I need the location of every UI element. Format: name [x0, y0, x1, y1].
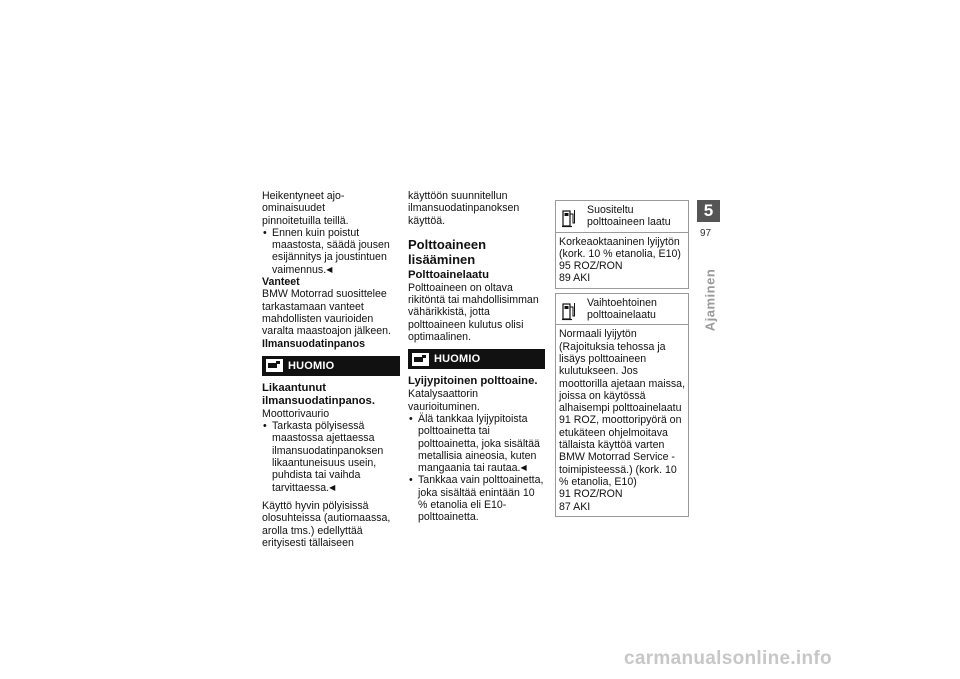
intro-line-2: pinnoitetuilla teillä. — [262, 214, 349, 227]
box-body — [556, 233, 688, 288]
fuel-spec-box-recommended — [555, 200, 689, 289]
leaded-sub: Katalysaattorin vaurioituminen. — [408, 388, 480, 413]
end-marker-icon: ◀ — [520, 463, 527, 473]
box-aki: 89 AKI — [559, 272, 591, 285]
box-aki: 87 AKI — [559, 500, 591, 513]
bullet-filter — [262, 420, 400, 494]
warning-hand-icon — [412, 353, 429, 366]
section-heading: Polttoaineen lisääminen — [408, 236, 487, 267]
bullet-ethanol-text: Tankkaa vain polttoainetta, joka sisältää enintään 10 % etanolia eli E10-polttoainetta. — [418, 474, 544, 524]
continued-text: käyttöön suunnitellun ilmansuodatinpanoksen käyttöä. — [408, 190, 520, 227]
dirty-filter-sub: Moottorivaurio — [262, 407, 330, 420]
wheels-heading: Vanteet — [262, 276, 300, 289]
bullet-filter-text: Tarkasta pölyisessä maastossa ajettaessa ilmansuodatinpanoksen likaantuneisuus usein, puhdista tai vaihda tarvittaessa. — [272, 420, 384, 494]
quality-text: Polttoaineen on oltava rikitöntä tai mahdollisimman vähärikkistä, jotta polttoaineen kulutus olisi optimaalinen. — [408, 281, 539, 344]
box-ron: 95 ROZ/RON — [559, 260, 623, 273]
notice-label: HUOMIO — [434, 353, 481, 366]
box-title: Vaihtoehtoinen polttoainelaatu — [587, 296, 657, 322]
fuel-pump-icon — [562, 206, 576, 228]
notice-label: HUOMIO — [288, 359, 335, 372]
bullet-suspension — [262, 227, 400, 276]
fuel-pump-icon — [562, 299, 576, 321]
box-header — [556, 294, 688, 326]
bullet-leaded — [408, 413, 545, 474]
bullet-ethanol — [408, 474, 545, 523]
chapter-side-title: Ajaminen — [702, 268, 718, 332]
bullet-suspension-text: Ennen kuin poistut maastosta, säädä jousen esijännitys ja joustintuen vaimennus. — [272, 226, 390, 276]
column-middle — [408, 190, 545, 524]
bullet-leaded-text: Älä tankkaa lyijypitoista polttoainetta tai polttoainetta, joka sisältää metallisia aineosia, kuten mangaania tai rautaa. — [418, 412, 540, 475]
box-text: Normaali lyijytön (Rajoituksia tehossa ja lisäys polttoaineen kulutukseen. Jos moottorilla ajetaan maissa, joissa on käytössä alhaisempi polttoainelaatu 91 ROZ, moottoripyörä on etukäteen ohjelmoitava tällaista käyttöä varten BMW Motorrad Service -toimipisteessä.) (kork. 10 % etanolia, E10) — [559, 328, 686, 488]
watermark: carmanualsonline.info — [624, 648, 832, 669]
column-left — [262, 190, 400, 549]
wheels-text: BMW Motorrad suosittelee tarkastamaan vanteet mahdollisten vaurioiden varalta maastoajon jälkeen. — [262, 288, 391, 338]
column-right — [555, 200, 689, 517]
fuel-spec-box-alternative — [555, 293, 689, 517]
end-marker-icon: ◀ — [329, 482, 336, 492]
dirty-filter-heading: Likaantunut ilmansuodatinpanos. — [262, 381, 375, 407]
intro-line-1: Heikentyneet ajo-ominaisuudet — [262, 190, 345, 215]
box-body — [556, 325, 688, 515]
filter-heading: Ilmansuodatinpanos — [262, 337, 366, 350]
box-title: Suositeltu polttoaineen laatu — [587, 204, 671, 229]
leaded-heading: Lyijypitoinen polttoaine. — [408, 375, 538, 388]
dust-text: Käyttö hyvin pölyisissä olosuhteissa (autiomaassa, arolla tms.) edellyttää erityisesti tällaiseen — [262, 499, 391, 549]
quality-heading: Polttoainelaatu — [408, 268, 489, 281]
end-marker-icon: ◀ — [326, 264, 333, 274]
box-header — [556, 201, 688, 233]
box-ron: 91 ROZ/RON — [559, 488, 623, 501]
page-number: 97 — [700, 228, 712, 239]
notice-banner — [408, 349, 545, 369]
notice-banner — [262, 356, 400, 376]
chapter-number-badge: 5 — [697, 200, 720, 222]
box-text: Korkeaoktaaninen lyijytön (kork. 10 % etanolia, E10) — [559, 235, 681, 260]
warning-hand-icon — [266, 359, 283, 372]
